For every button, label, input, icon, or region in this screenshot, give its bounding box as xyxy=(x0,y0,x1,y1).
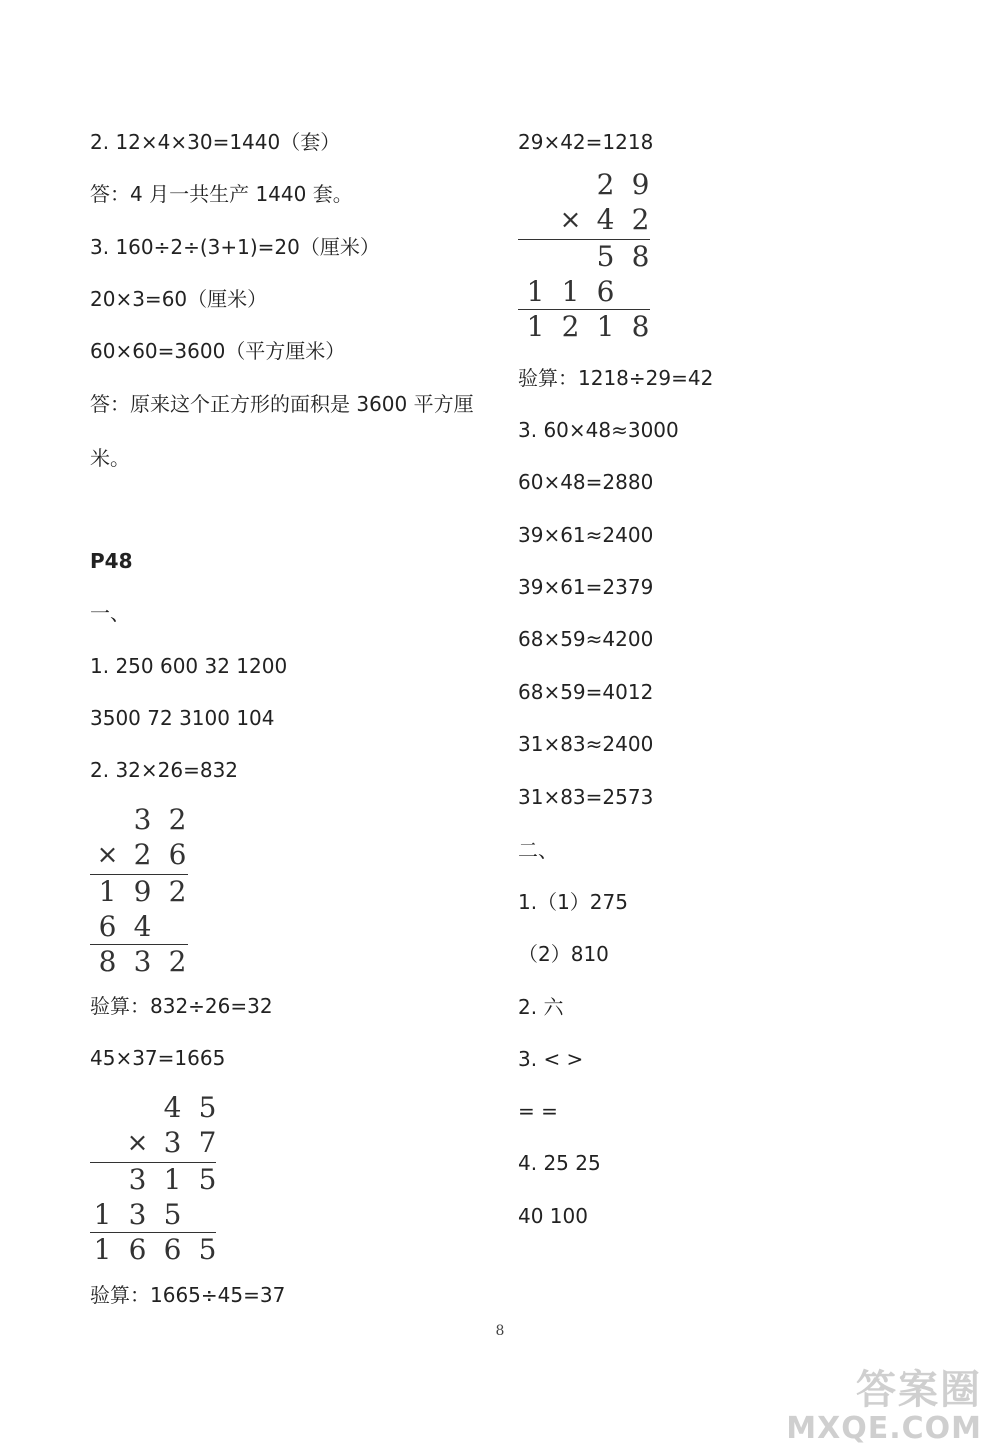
vertical-multiplication xyxy=(518,167,658,347)
answer-line: 答：4 月一共生产 1440 套。 xyxy=(90,182,353,206)
answer-line: = = xyxy=(518,1099,558,1123)
answer-line: 60×48=2880 xyxy=(518,470,654,494)
partial-row xyxy=(90,874,190,910)
answer-line: 验算：1218÷29=42 xyxy=(518,366,714,390)
result-row xyxy=(90,944,190,980)
digit: 2 xyxy=(133,838,152,871)
answer-line: 31×83=2573 xyxy=(518,785,654,809)
answer-line: 米。 xyxy=(90,446,130,470)
answer-line: 1.（1）275 xyxy=(518,890,628,914)
digit: 5 xyxy=(163,1198,182,1231)
answer-line: 2. 32×26=832 xyxy=(90,758,239,782)
answer-line: 31×83≈2400 xyxy=(518,732,654,756)
digit: 5 xyxy=(596,240,615,273)
digit: 3 xyxy=(128,1163,147,1196)
multiply-sign: × xyxy=(96,840,119,870)
digit: 5 xyxy=(198,1091,217,1124)
digit: 4 xyxy=(596,203,615,236)
vertical-multiplication xyxy=(90,802,190,982)
answer-line: 验算：832÷26=32 xyxy=(90,994,273,1018)
answer-line: 2. 六 xyxy=(518,995,564,1019)
answer-line: 3. 160÷2÷(3+1)=20（厘米） xyxy=(90,235,380,259)
answer-line: 4. 25 25 xyxy=(518,1151,601,1175)
answer-line: 3500 72 3100 104 xyxy=(90,706,275,730)
answer-line: 68×59=4012 xyxy=(518,680,654,704)
digit: 1 xyxy=(596,310,615,343)
digit: 4 xyxy=(133,910,152,943)
result-row xyxy=(90,1232,220,1268)
answer-line: 3. < > xyxy=(518,1047,584,1071)
answer-line: 29×42=1218 xyxy=(518,130,654,154)
digit: 9 xyxy=(631,168,650,201)
digit: 5 xyxy=(198,1163,217,1196)
digit: 6 xyxy=(98,910,117,943)
digit: 9 xyxy=(133,875,152,908)
multiply-sign: × xyxy=(559,205,582,235)
multiplicand-row xyxy=(90,802,190,838)
vertical-multiplication xyxy=(90,1090,220,1270)
answer-line: 68×59≈4200 xyxy=(518,627,654,651)
answer-line: 答：原来这个正方形的面积是 3600 平方厘 xyxy=(90,392,474,416)
digit: 3 xyxy=(163,1126,182,1159)
digit: 8 xyxy=(98,945,117,978)
answer-line: 39×61≈2400 xyxy=(518,523,654,547)
multiplier-row xyxy=(518,202,658,238)
page-heading: P48 xyxy=(90,549,133,573)
section-label: 二、 xyxy=(518,838,558,862)
digit: 1 xyxy=(93,1233,112,1266)
answer-line: 验算：1665÷45=37 xyxy=(90,1283,286,1307)
digit: 2 xyxy=(168,945,187,978)
watermark-url: MXQE.COM xyxy=(786,1411,982,1446)
digit: 7 xyxy=(198,1126,217,1159)
multiplier-row xyxy=(90,837,190,873)
result-row xyxy=(518,309,658,345)
digit: 1 xyxy=(98,875,117,908)
page-number: 8 xyxy=(495,1323,505,1339)
partial-row xyxy=(90,1197,220,1233)
partial-row xyxy=(90,909,190,945)
digit: 3 xyxy=(128,1198,147,1231)
watermark-logo-text: 答案圈 xyxy=(856,1367,982,1413)
digit: 5 xyxy=(198,1233,217,1266)
multiply-sign: × xyxy=(126,1128,149,1158)
answer-line: 45×37=1665 xyxy=(90,1046,226,1070)
digit: 2 xyxy=(596,168,615,201)
digit: 1 xyxy=(526,310,545,343)
digit: 2 xyxy=(631,203,650,236)
digit: 1 xyxy=(526,275,545,308)
answer-line: （2）810 xyxy=(518,942,609,966)
answer-line: 39×61=2379 xyxy=(518,575,654,599)
digit: 3 xyxy=(133,945,152,978)
digit: 2 xyxy=(168,803,187,836)
digit: 2 xyxy=(561,310,580,343)
answer-line: 1. 250 600 32 1200 xyxy=(90,654,288,678)
digit: 1 xyxy=(561,275,580,308)
answer-line: 20×3=60（厘米） xyxy=(90,287,268,311)
digit: 6 xyxy=(128,1233,147,1266)
digit: 6 xyxy=(168,838,187,871)
partial-row xyxy=(90,1162,220,1198)
answer-line: 3. 60×48≈3000 xyxy=(518,418,679,442)
digit: 1 xyxy=(163,1163,182,1196)
digit: 6 xyxy=(163,1233,182,1266)
digit: 6 xyxy=(596,275,615,308)
digit: 2 xyxy=(168,875,187,908)
site-watermark xyxy=(786,1368,982,1446)
digit: 8 xyxy=(631,310,650,343)
partial-row xyxy=(518,274,658,310)
digit: 8 xyxy=(631,240,650,273)
digit: 4 xyxy=(163,1091,182,1124)
answer-line: 60×60=3600（平方厘米） xyxy=(90,339,346,363)
answer-line: 40 100 xyxy=(518,1204,588,1228)
partial-row xyxy=(518,239,658,275)
multiplicand-row xyxy=(90,1090,220,1126)
multiplier-row xyxy=(90,1125,220,1161)
multiplicand-row xyxy=(518,167,658,203)
answer-line: 2. 12×4×30=1440（套） xyxy=(90,130,341,154)
digit: 1 xyxy=(93,1198,112,1231)
digit: 3 xyxy=(133,803,152,836)
section-label: 一、 xyxy=(90,601,130,625)
